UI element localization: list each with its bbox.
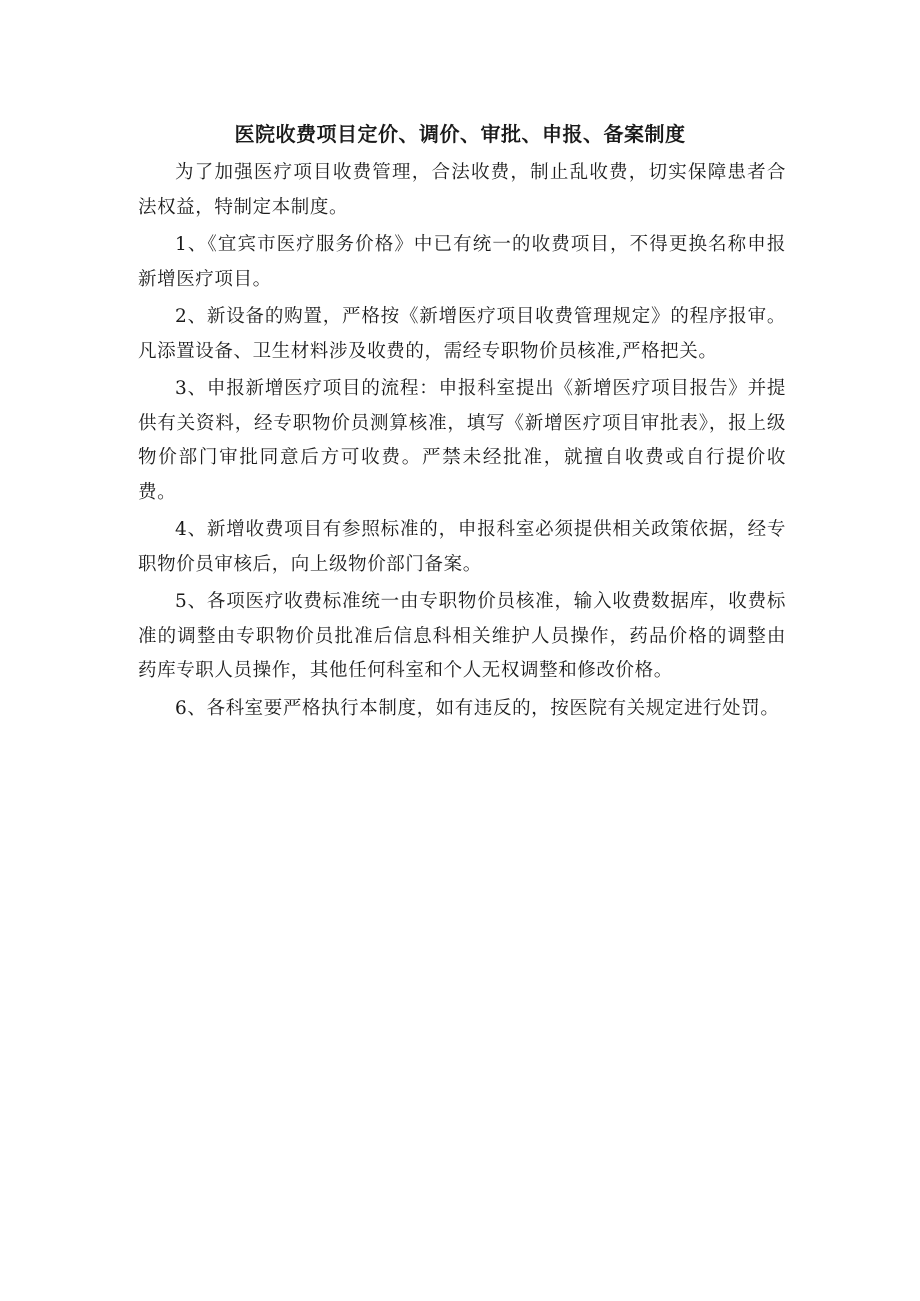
- rule-paragraph-3: 3、申报新增医疗项目的流程：申报科室提出《新增医疗项目报告》并提供有关资料，经专职物价员测算核准，填写《新增医疗项目审批表》，报上级物价部门审批同意后方可收费。严禁未经批准，就擅自收费或自行提价收费。: [138, 378, 786, 503]
- rule-paragraph-5: 5、各项医疗收费标准统一由专职物价员核准，输入收费数据库，收费标准的调整由专职物价员批准后信息科相关维护人员操作，药品价格的调整由药库专职人员操作，其他任何科室和个人无权调整和修改价格。: [138, 591, 786, 681]
- rule-paragraph-4: 4、新增收费项目有参照标准的，申报科室必须提供相关政策依据，经专职物价员审核后，向上级物价部门备案。: [138, 519, 786, 575]
- document-title: 医院收费项目定价、调价、审批、申报、备案制度: [234, 122, 686, 146]
- intro-paragraph: 为了加强医疗项目收费管理，合法收费，制止乱收费，切实保障患者合法权益，特制定本制度。: [138, 162, 786, 218]
- rule-paragraph-1: 1、《宜宾市医疗服务价格》中已有统一的收费项目，不得更换名称申报新增医疗项目。: [138, 234, 786, 290]
- rule-paragraph-2: 2、新设备的购置，严格按《新增医疗项目收费管理规定》的程序报审。凡添置设备、卫生材料涉及收费的，需经专职物价员核准,严格把关。: [138, 306, 786, 362]
- document-body: [138, 156, 786, 729]
- rule-paragraph-6: 6、各科室要严格执行本制度，如有违反的，按医院有关规定进行处罚。: [175, 697, 780, 719]
